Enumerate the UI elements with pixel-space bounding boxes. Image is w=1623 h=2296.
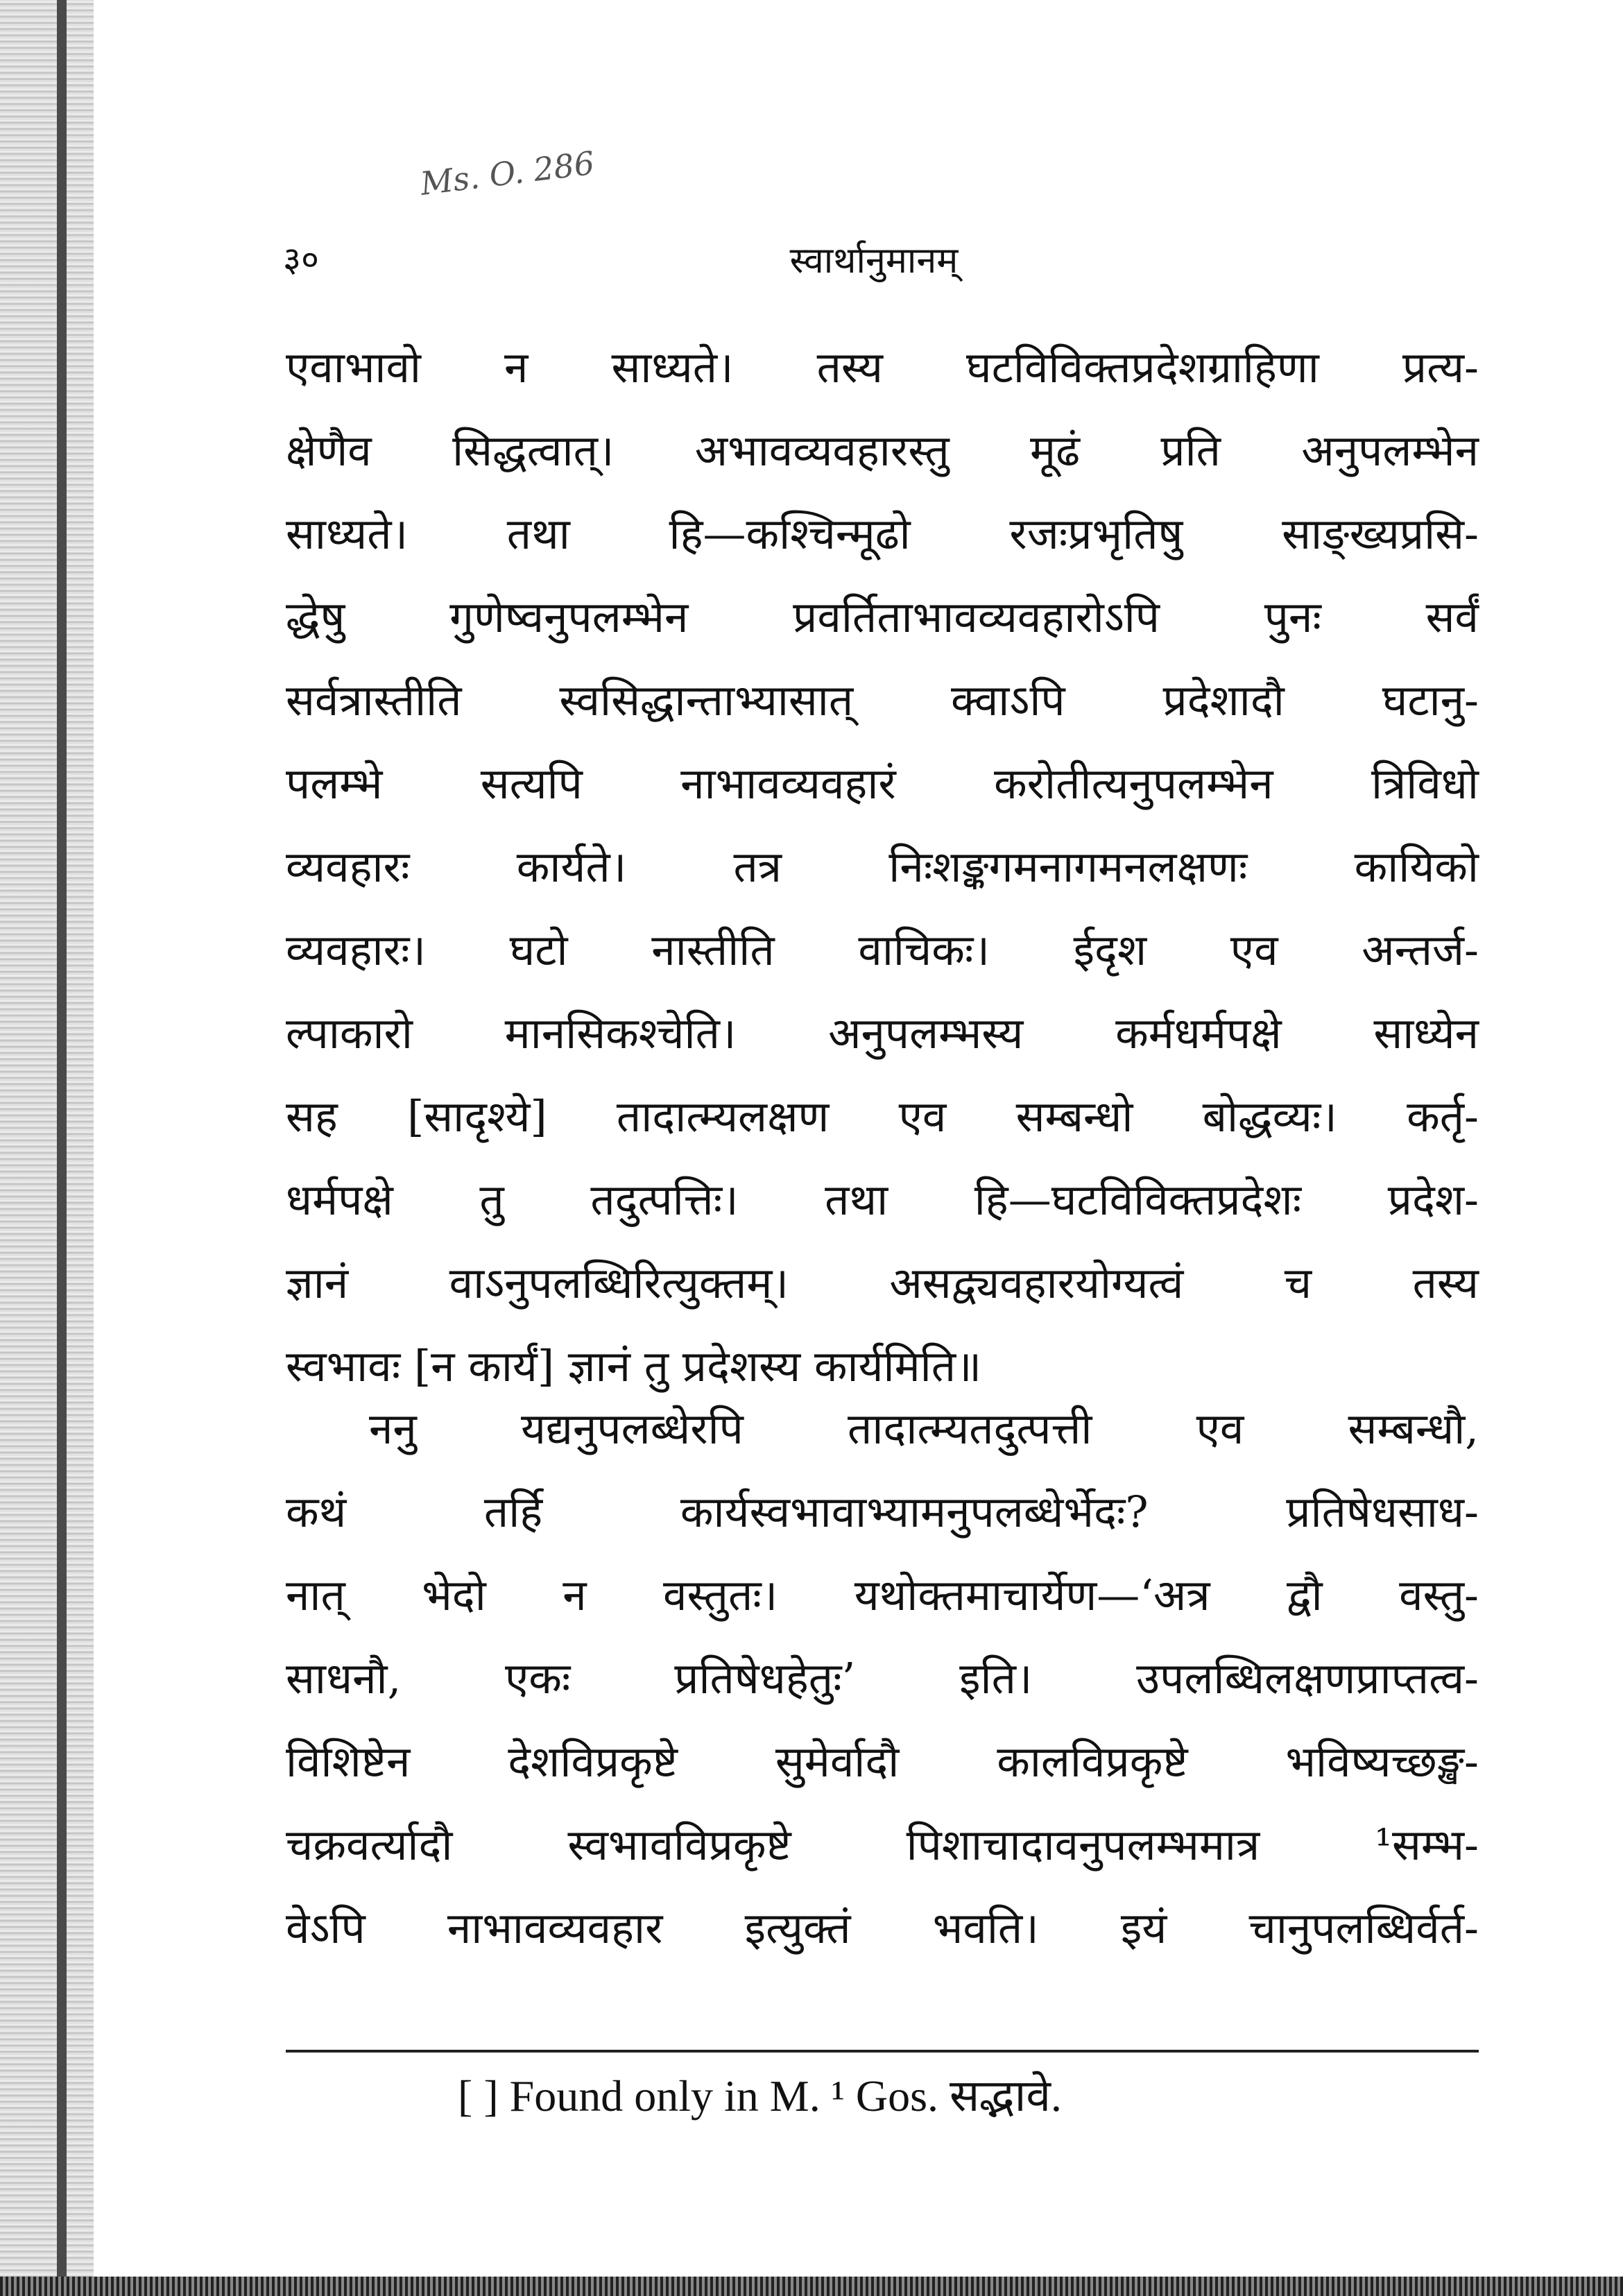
text-line: सह [सादृश्ये] तादात्म्यलक्षण एव सम्बन्धो बोद्धव्यः। कर्तृ- (286, 1091, 1479, 1142)
page-binding-edge (0, 0, 94, 2296)
text-line: चक्रवर्त्यादौ स्वभावविप्रकृष्टे पिशाचादावनुपलम्भमात्र ¹सम्भ- (286, 1819, 1479, 1870)
paragraph-1 (286, 326, 1479, 1408)
text-line: साधनौ, एकः प्रतिषेधहेतुः’ इति। उपलब्धिलक्षणप्राप्तत्व- (286, 1653, 1479, 1704)
text-line: ज्ञानं वाऽनुपलब्धिरित्युक्तम्। असद्व्यवहारयोग्यत्वं च तस्य (286, 1258, 1479, 1308)
text-line: नात् भेदो न वस्तुतः। यथोक्तमाचार्येण—‘अत्र द्वौ वस्तु- (286, 1570, 1479, 1620)
footnote-divider (286, 2050, 1479, 2053)
text-line: व्यवहारः कार्यते। तत्र निःशङ्कगमनागमनलक्षणः कायिको (286, 841, 1479, 892)
running-title: स्वार्थानुमानम् (789, 240, 959, 282)
text-line: ननु यद्यनुपलब्धेरपि तादात्म्यतदुत्पत्ती एव सम्बन्धौ, (369, 1403, 1479, 1454)
text-line: व्यवहारः। घटो नास्तीति वाचिकः। ईदृश एव अन्तर्ज- (286, 925, 1479, 975)
page-gutter-shadow (57, 0, 67, 2296)
paragraph-2 (286, 1387, 1479, 1970)
text-line: स्वभावः [न कार्यं] ज्ञानं तु प्रदेशस्य कार्यमिति॥ (286, 1341, 982, 1391)
text-line: द्धेषु गुणेष्वनुपलम्भेन प्रवर्तिताभावव्यवहारोऽपि पुनः सर्वं (286, 592, 1479, 642)
text-line: क्षेणैव सिद्धत्वात्। अभावव्यवहारस्तु मूढं प्रति अनुपलम्भेन (286, 425, 1479, 476)
text-line: साध्यते। तथा हि—कश्चिन्मूढो रजःप्रभृतिषु साङ्ख्यप्रसि- (286, 508, 1479, 559)
text-line: पलम्भे सत्यपि नाभावव्यवहारं करोतीत्यनुपलम्भेन त्रिविधो (286, 758, 1479, 809)
text-line: कथं तर्हि कार्यस्वभावाभ्यामनुपलब्धेर्भेदः? प्रतिषेधसाध- (286, 1487, 1479, 1537)
handwritten-note: Ms. O. 286 (418, 144, 596, 203)
scan-bottom-edge (0, 2277, 1623, 2296)
footnote: [ ] Found only in M. ¹ Gos. सद्भावे. (458, 2071, 1062, 2121)
text-line: विशिष्टेन देशविप्रकृष्टे सुमेर्वादौ कालविप्रकृष्टे भविष्यच्छङ्ख- (286, 1736, 1479, 1787)
text-line: सर्वत्रास्तीति स्वसिद्धान्ताभ्यासात् क्वाऽपि प्रदेशादौ घटानु- (286, 675, 1479, 726)
text-line: धर्मपक्षे तु तदुत्पत्तिः। तथा हि—घटविविक्तप्रदेशः प्रदेश- (286, 1174, 1479, 1225)
text-line: एवाभावो न साध्यते। तस्य घटविविक्तप्रदेशग्राहिणा प्रत्य- (286, 342, 1479, 393)
text-line: वेऽपि नाभावव्यवहार इत्युक्तं भवति। इयं चानुपलब्धिर्वर्त- (286, 1903, 1479, 1953)
page-number: ३० (283, 239, 319, 280)
text-line: ल्पाकारो मानसिकश्चेति। अनुपलम्भस्य कर्मधर्मपक्षे साध्येन (286, 1008, 1479, 1059)
